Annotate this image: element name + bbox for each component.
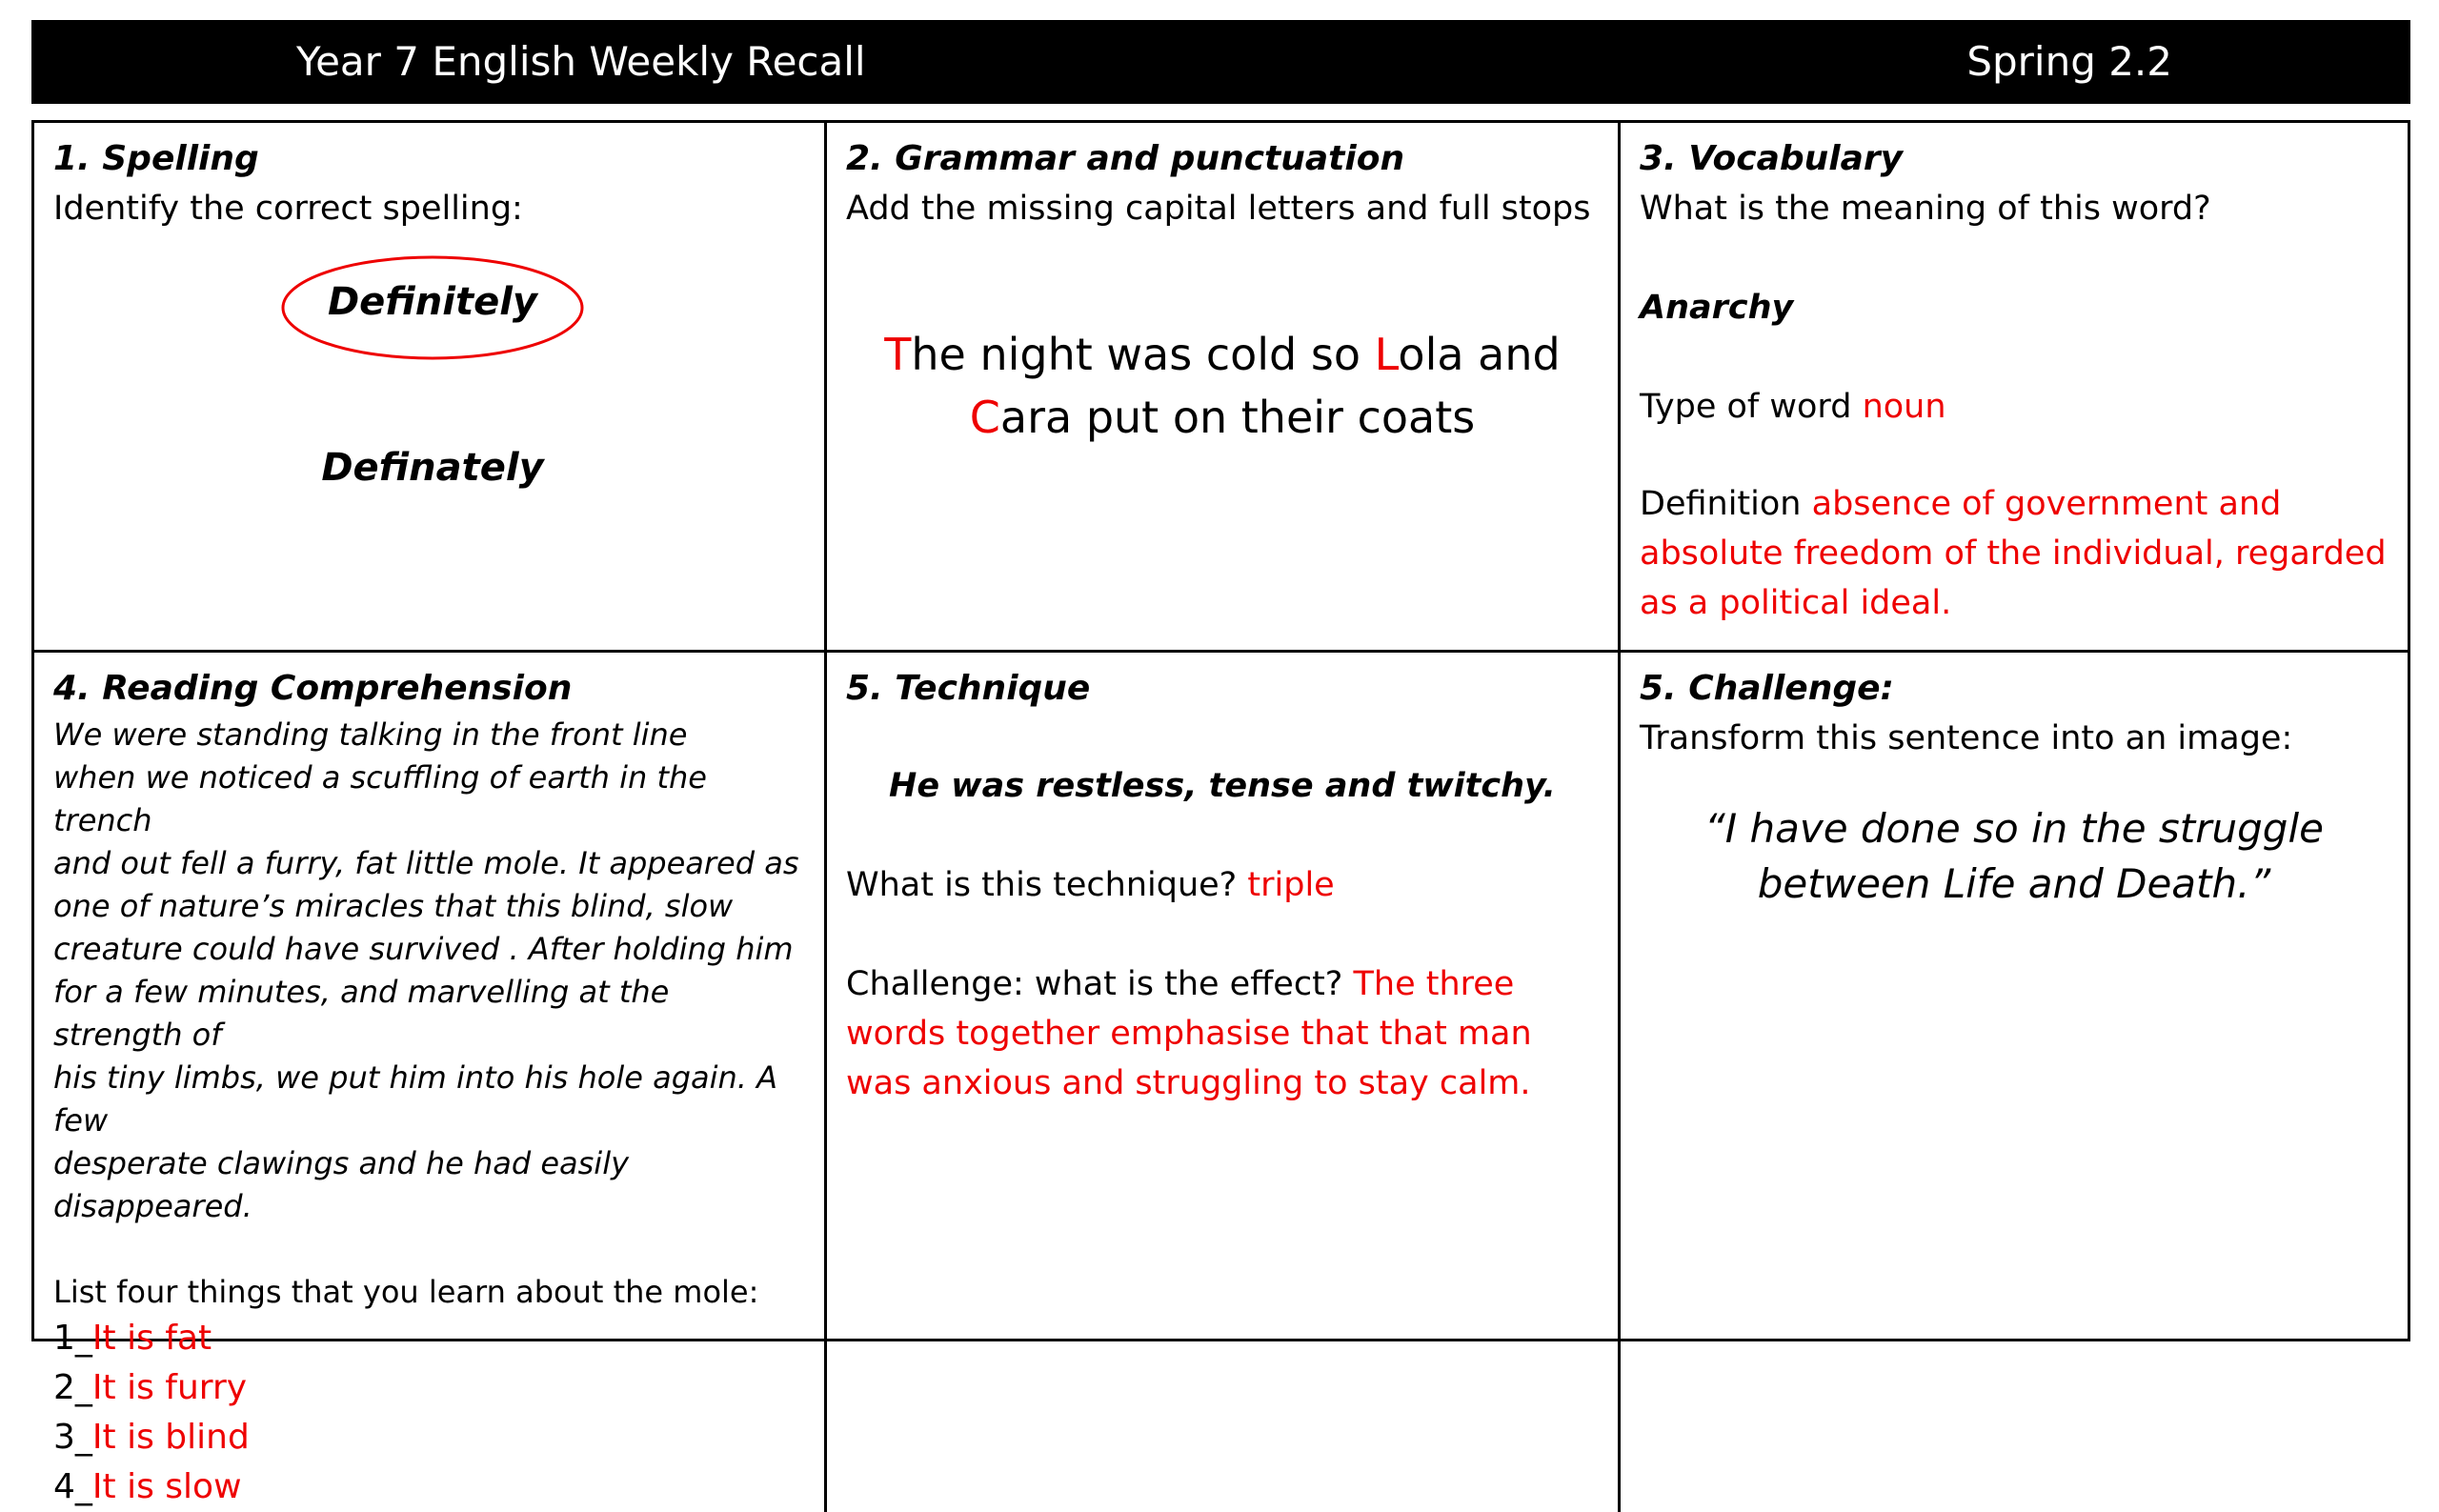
vocabulary-instruction: What is the meaning of this word? <box>1640 190 2211 228</box>
page-title: Year 7 English Weekly Recall <box>296 38 866 85</box>
technique-challenge-line <box>846 959 1599 1108</box>
page-header <box>31 20 2410 104</box>
technique-challenge-question: Challenge: what is the effect? <box>846 965 1343 1003</box>
recall-grid <box>31 120 2410 1506</box>
grammar-sentence <box>846 323 1599 449</box>
technique-panel <box>827 653 1621 1512</box>
list-item-answer: It is slow <box>91 1467 242 1506</box>
definition-line <box>1640 479 2389 628</box>
grammar-panel <box>827 123 1621 653</box>
passage-line: when we noticed a scuffling of earth in the trench <box>53 759 707 838</box>
passage-line: one of nature’s miracles that this blind, slow <box>53 888 734 924</box>
technique-question: What is this technique? <box>846 866 1238 904</box>
passage-line: desperate clawings and he had easily disappeared. <box>53 1145 630 1224</box>
list-item-answer: It is furry <box>91 1368 248 1407</box>
list-item <box>53 1314 805 1363</box>
grammar-instruction: Add the missing capital letters and full stops <box>846 190 1591 228</box>
list-item <box>53 1413 805 1462</box>
reading-panel <box>34 653 827 1512</box>
sentence-part: C <box>969 392 1000 443</box>
definition-label: Definition <box>1640 485 1802 523</box>
sentence-part: he night was cold so <box>911 329 1375 380</box>
grammar-heading: 2. Grammar and punctuation <box>846 139 1405 178</box>
challenge-heading: 5. Challenge: <box>1640 669 1894 708</box>
vocabulary-heading: 3. Vocabulary <box>1640 139 1904 178</box>
sentence-part: ola and <box>1398 329 1561 380</box>
challenge-instruction: Transform this sentence into an image: <box>1640 719 2293 757</box>
spelling-option-incorrect: Definately <box>321 446 544 490</box>
spelling-panel <box>34 123 827 653</box>
term-label: Spring 2.2 <box>1966 38 2172 85</box>
word-type-answer: noun <box>1862 388 1946 426</box>
list-item-prefix: 4_ <box>53 1467 92 1506</box>
technique-sentence: He was restless, tense and twitchy. <box>889 767 1556 805</box>
technique-heading: 5. Technique <box>846 669 1091 708</box>
list-item-prefix: 2_ <box>53 1368 92 1407</box>
list-item <box>53 1363 805 1413</box>
list-item <box>53 1462 805 1512</box>
passage-line: for a few minutes, and marvelling at the strength of <box>53 974 670 1053</box>
reading-heading: 4. Reading Comprehension <box>53 669 573 708</box>
technique-question-line <box>846 860 1599 910</box>
passage-line: and out fell a furry, fat little mole. It appeared as <box>53 845 799 881</box>
list-item-answer: It is blind <box>91 1418 250 1457</box>
passage-line: We were standing talking in the front line <box>53 716 688 753</box>
passage-line: his tiny limbs, we put him into his hole again. A few <box>53 1059 778 1139</box>
challenge-quote: “I have done so in the struggle between Life and Death.” <box>1704 805 2324 907</box>
challenge-panel <box>1621 653 2408 1512</box>
list-item-prefix: 1_ <box>53 1319 92 1358</box>
technique-challenge-answer: The three words together emphasise that that man was anxious and struggling to stay calm. <box>846 965 1532 1102</box>
list-item-answer: It is fat <box>91 1319 212 1358</box>
word-type-line <box>1640 382 2389 432</box>
sentence-part: L <box>1374 329 1399 380</box>
vocabulary-word: Anarchy <box>1640 289 1794 327</box>
sentence-part: T <box>884 329 912 380</box>
definition-answer: absence of government and absolute freedom of the individual, regarded as a political ideal. <box>1640 485 2387 622</box>
word-type-label: Type of word <box>1640 388 1852 426</box>
vocabulary-panel <box>1621 123 2408 653</box>
spelling-heading: 1. Spelling <box>53 139 259 178</box>
sentence-part: ara put on their coats <box>999 392 1476 443</box>
passage-line: creature could have survived . After holding him <box>53 931 794 967</box>
list-item-prefix: 3_ <box>53 1418 92 1457</box>
spelling-option-correct: Definitely <box>327 280 538 324</box>
list-intro: List four things that you learn about the mole: <box>53 1274 759 1310</box>
spelling-instruction: Identify the correct spelling: <box>53 190 523 228</box>
technique-answer: triple <box>1247 866 1335 904</box>
reading-passage <box>53 714 805 1228</box>
